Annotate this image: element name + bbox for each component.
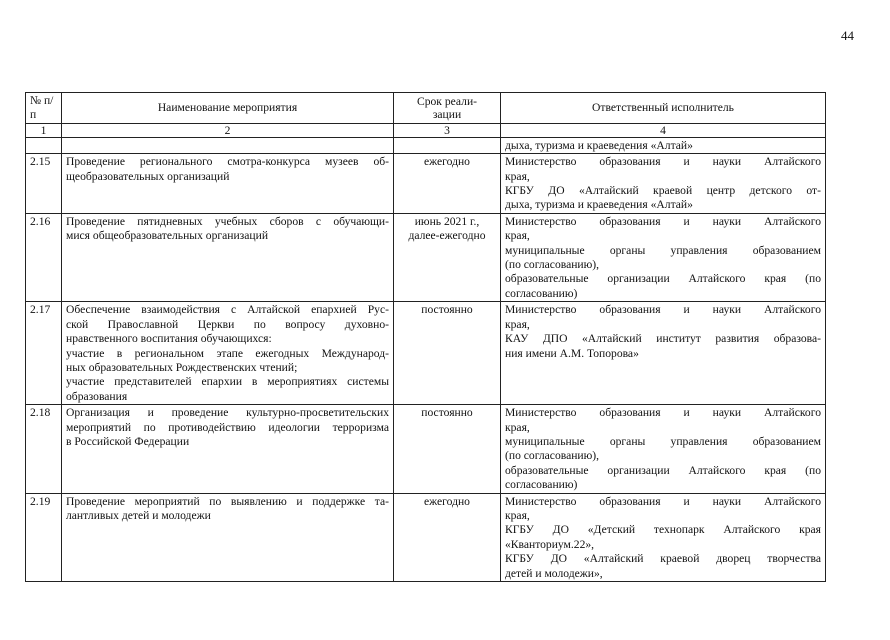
- measure-name: [62, 405, 394, 493]
- table-header-row: [26, 93, 826, 124]
- page-number: 44: [841, 28, 854, 43]
- measure-responsible: [501, 405, 826, 493]
- column-number: 3: [394, 123, 501, 137]
- measure-name-line: мися общеобразовательных организаций: [66, 229, 269, 243]
- responsible-line: края,: [505, 169, 530, 183]
- table-row: [26, 405, 826, 493]
- continuation-text: дыха, туризма и краеведения «Алтай»: [501, 137, 826, 153]
- measure-term: [394, 302, 501, 405]
- measure-term: [394, 154, 501, 214]
- measure-term: [394, 493, 501, 581]
- table-row: [26, 493, 826, 581]
- header-term-line: Срок реали-: [416, 95, 478, 109]
- responsible-line: образовательные организации Алтайского края (по: [505, 272, 821, 286]
- measure-term-line: ежегодно: [424, 494, 470, 508]
- measure-name-line: Проведение регионального смотра-конкурса музеев об-: [66, 155, 389, 169]
- measure-name-line: Организация и проведение культурно-просветительских: [66, 406, 389, 420]
- responsible-line: ния имени А.М. Топорова»: [505, 346, 639, 360]
- measure-name-line: ской Православной Церкви по вопросу духовно-: [66, 317, 389, 331]
- responsible-line: Министерство образования и науки Алтайского: [505, 406, 821, 420]
- responsible-line: КГБУ ДО «Детский технопарк Алтайского края: [505, 523, 821, 537]
- responsible-line: Министерство образования и науки Алтайского: [505, 494, 821, 508]
- row-number: 2.16: [26, 213, 62, 301]
- continuation-row: [26, 137, 826, 153]
- measure-name: [62, 154, 394, 214]
- row-number: 2.19: [26, 493, 62, 581]
- measure-term-line: постоянно: [421, 303, 473, 317]
- header-name: Наименование мероприятия: [62, 93, 394, 124]
- row-number: 2.15: [26, 154, 62, 214]
- row-number: 2.17: [26, 302, 62, 405]
- measure-name: [62, 493, 394, 581]
- table-row: [26, 213, 826, 301]
- table-row: [26, 302, 826, 405]
- header-term: [394, 93, 501, 124]
- measure-name-line: лантливых детей и молодежи: [66, 508, 211, 522]
- measure-responsible: [501, 493, 826, 581]
- measure-term-line: июнь 2021 г.,: [414, 214, 480, 228]
- measure-term-line: постоянно: [421, 406, 473, 420]
- measure-name-line: образования: [66, 389, 128, 403]
- measure-name-line: Обеспечение взаимодействия с Алтайской епархией Рус-: [66, 303, 389, 317]
- responsible-line: образовательные организации Алтайского края (по: [505, 463, 821, 477]
- responsible-line: КГБУ ДО «Алтайский краевой дворец творчества: [505, 552, 821, 566]
- responsible-line: детей и молодежи»,: [505, 566, 603, 580]
- column-number: 4: [501, 123, 826, 137]
- measure-name-line: Проведение мероприятий по выявлению и поддержке та-: [66, 494, 389, 508]
- responsible-line: согласованию): [505, 286, 578, 300]
- measure-term: [394, 405, 501, 493]
- responsible-line: края,: [505, 229, 530, 243]
- column-number: 2: [62, 123, 394, 137]
- measure-name-line: в Российской Федерации: [66, 434, 190, 448]
- measure-name-line: ных образовательных Рождественских чтений;: [66, 360, 298, 374]
- header-term-line: зации: [432, 108, 462, 122]
- measure-name: [62, 302, 394, 405]
- measure-name-line: участие в региональном этапе ежегодных Международ-: [66, 346, 389, 360]
- responsible-line: Министерство образования и науки Алтайского: [505, 214, 821, 228]
- row-number: 2.18: [26, 405, 62, 493]
- responsible-line: муниципальные органы управления образованием: [505, 243, 821, 257]
- measure-name-line: нравственного воспитания обучающихся:: [66, 332, 272, 346]
- measure-name-line: щеобразовательных организаций: [66, 169, 230, 183]
- responsible-line: (по согласованию),: [505, 449, 600, 463]
- measure-responsible: [501, 302, 826, 405]
- responsible-line: Министерство образования и науки Алтайского: [505, 303, 821, 317]
- measure-responsible: [501, 213, 826, 301]
- responsible-line: муниципальные органы управления образованием: [505, 434, 821, 448]
- responsible-line: КГБУ ДО «Алтайский краевой центр детского от-: [505, 184, 821, 198]
- responsible-line: КАУ ДПО «Алтайский институт развития образова-: [505, 332, 821, 346]
- measure-name-line: участие представителей епархии в мероприятиях системы: [66, 375, 389, 389]
- table-row: [26, 154, 826, 214]
- responsible-line: дыха, туризма и краеведения «Алтай»: [505, 198, 693, 212]
- measure-term-line: далее-ежегодно: [408, 229, 486, 243]
- measure-name-line: Проведение пятидневных учебных сборов с обучающи-: [66, 214, 389, 228]
- responsible-line: (по согласованию),: [505, 258, 600, 272]
- measure-name: [62, 213, 394, 301]
- responsible-line: согласованию): [505, 478, 578, 492]
- column-number-row: [26, 123, 826, 137]
- responsible-line: Министерство образования и науки Алтайского: [505, 155, 821, 169]
- measure-term-line: ежегодно: [424, 155, 470, 169]
- responsible-line: края,: [505, 317, 530, 331]
- measures-table: [25, 92, 826, 582]
- measure-term: [394, 213, 501, 301]
- responsible-line: края,: [505, 420, 530, 434]
- responsible-line: «Кванториум.22»,: [505, 537, 595, 551]
- measure-name-line: мероприятий по противодействию идеологии терроризма: [66, 420, 389, 434]
- header-num: № п/п: [26, 93, 62, 124]
- responsible-line: края,: [505, 508, 530, 522]
- column-number: 1: [26, 123, 62, 137]
- measure-responsible: [501, 154, 826, 214]
- header-responsible: Ответственный исполнитель: [501, 93, 826, 124]
